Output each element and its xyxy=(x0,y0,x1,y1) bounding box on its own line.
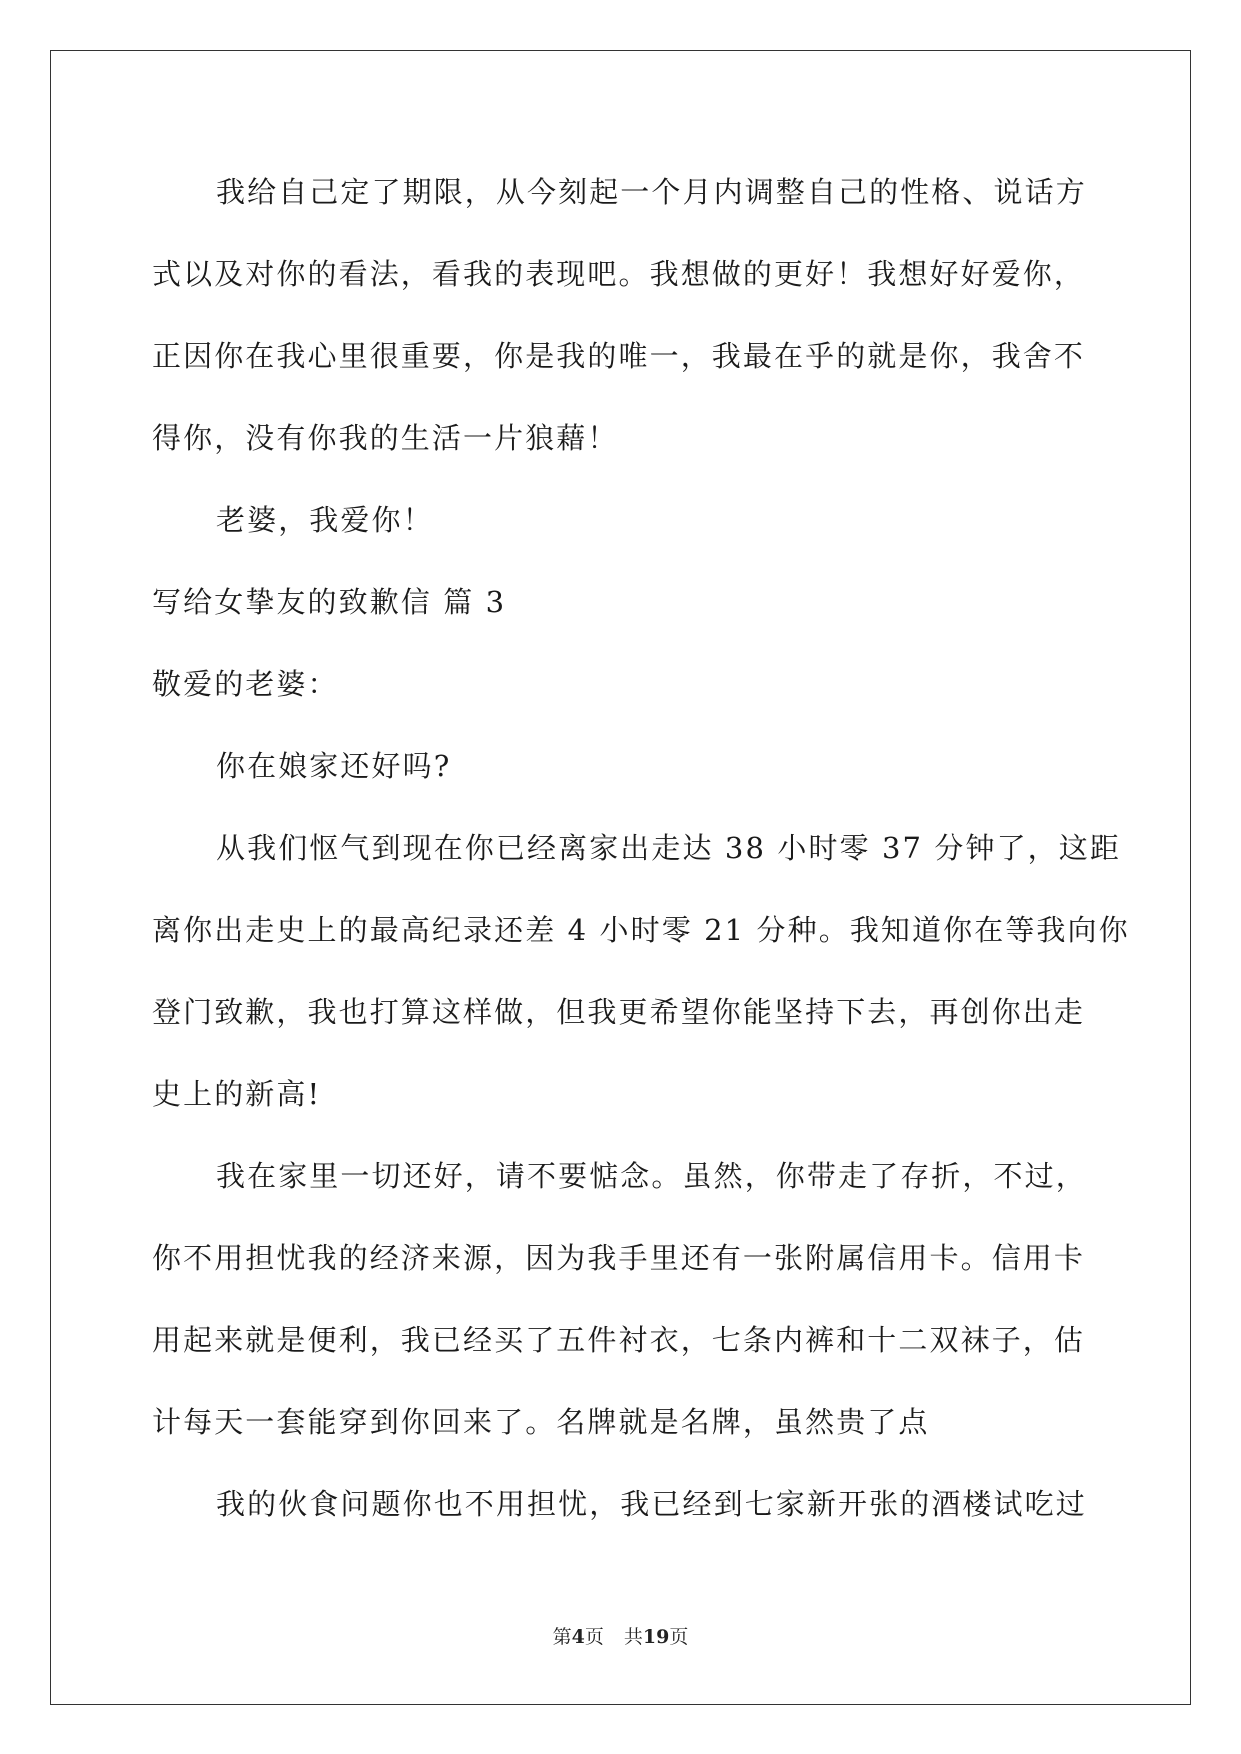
line-text: 从我们怄气到现在你已经离家出走达 38 小时零 37 分钟了，这距 xyxy=(216,831,1121,865)
text-line xyxy=(152,165,1088,247)
line-text: 离你出走史上的最高纪录还差 4 小时零 21 分种。我知道你在等我向你 xyxy=(152,913,1130,947)
line-text: 你在娘家还好吗? xyxy=(216,749,452,783)
text-line xyxy=(152,329,1088,411)
line-text: 我给自己定了期限，从今刻起一个月内调整自己的性格、说话方 xyxy=(216,175,1087,209)
line-text: 用起来就是便利，我已经买了五件衬衣，七条内裤和十二双袜子，估 xyxy=(152,1323,1086,1357)
total-pages: 19 xyxy=(642,1626,670,1648)
text-line xyxy=(152,985,1088,1067)
text-line xyxy=(152,903,1130,985)
text-line xyxy=(152,1313,1088,1395)
text-line xyxy=(152,493,1088,575)
line-text: 敬爱的老婆： xyxy=(152,667,339,701)
line-text: 我在家里一切还好，请不要惦念。虽然，你带走了存折，不过， xyxy=(216,1159,1087,1193)
line-text: 老婆，我爱你！ xyxy=(216,503,434,537)
total-suffix: 页 xyxy=(669,1626,689,1648)
salutation xyxy=(152,657,1088,739)
total-prefix: 共 xyxy=(623,1626,643,1648)
line-text: 你不用担忧我的经济来源，因为我手里还有一张附属信用卡。信用卡 xyxy=(152,1241,1086,1275)
text-line xyxy=(152,1067,1088,1149)
text-line xyxy=(152,1149,1088,1231)
page-number: 4 xyxy=(571,1626,585,1648)
document-body xyxy=(152,165,1130,1559)
line-text: 得你，没有你我的生活一片狼藉！ xyxy=(152,421,619,455)
text-line xyxy=(152,1477,1088,1559)
page-prefix: 第 xyxy=(552,1626,572,1648)
text-line xyxy=(152,411,1088,493)
line-text: 式以及对你的看法，看我的表现吧。我想做的更好！我想好好爱你， xyxy=(152,257,1086,291)
page-footer xyxy=(0,1622,1241,1649)
text-line xyxy=(152,821,1121,903)
text-line xyxy=(152,739,1088,821)
text-line xyxy=(152,247,1088,329)
text-line xyxy=(152,1395,1088,1477)
page-suffix: 页 xyxy=(584,1626,604,1648)
line-text: 登门致歉，我也打算这样做，但我更希望你能坚持下去，再创你出走 xyxy=(152,995,1086,1029)
line-text: 史上的新高! xyxy=(152,1077,322,1111)
line-text: 计每天一套能穿到你回来了。名牌就是名牌，虽然贵了点 xyxy=(152,1405,930,1439)
line-text: 正因你在我心里很重要，你是我的唯一，我最在乎的就是你，我舍不 xyxy=(152,339,1086,373)
line-text: 写给女挚友的致歉信 篇 3 xyxy=(152,585,507,619)
line-text: 我的伙食问题你也不用担忧，我已经到七家新开张的酒楼试吃过 xyxy=(216,1487,1087,1521)
section-heading xyxy=(152,575,1088,657)
text-line xyxy=(152,1231,1088,1313)
